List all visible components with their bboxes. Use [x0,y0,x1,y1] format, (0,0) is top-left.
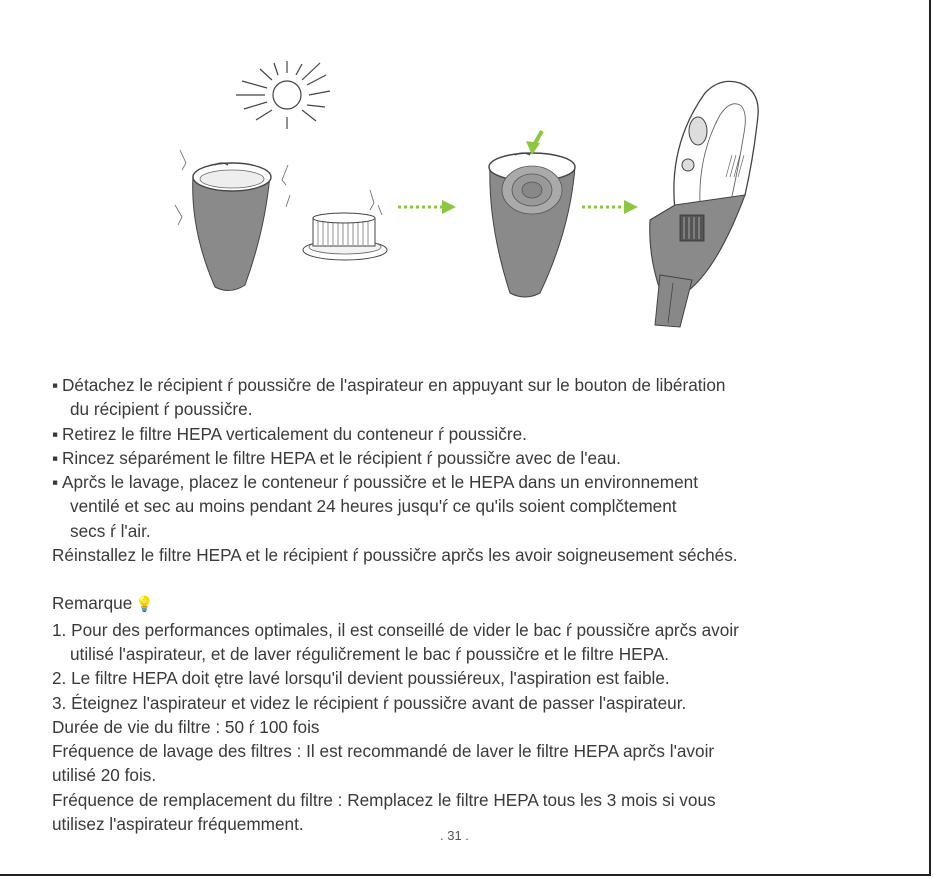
bullet-item: ▪ Aprčs le lavage, placez le conteneur ŕ poussičre et le HEPA dans un environnement [52,472,698,493]
remark-heading: Remarque 💡 [52,593,154,614]
page-number: . 31 . [440,828,469,843]
dust-cup-icon [193,163,271,291]
arrow-down-icon [526,131,542,155]
wash-frequency-continuation: utilisé 20 fois. [52,765,157,786]
bullet-item: ▪ Retirez le filtre HEPA verticalement du conteneur ŕ poussičre. [52,423,527,444]
bullet-item-continuation: ventilé et sec au moins pendant 24 heures jusqu'ŕ ce qu'ils soient complčtement [70,496,677,517]
remark-item: 1. Pour des performances optimales, il est conseillé de vider le bac ŕ poussičre aprčs avoir [52,619,739,640]
sun-icon [236,61,330,129]
reinstall-text: Réinstallez le filtre HEPA et le récipient ŕ poussičre aprčs les avoir soigneusement séchés. [52,545,738,566]
replace-frequency-continuation: utilisez l'aspirateur fréquemment. [52,814,304,835]
wash-frequency: Fréquence de lavage des filtres : Il est recommandé de laver le filtre HEPA aprčs l'avoir [52,741,715,762]
bullet-item-continuation: secs ŕ l'air. [70,520,151,541]
instructions-text [52,373,892,836]
dust-cup-with-filter-icon [489,153,575,297]
arrow-right-icon [582,200,638,214]
remark-item: 2. Le filtre HEPA doit ętre lavé lorsqu'il devient poussiéreux, l'aspiration est faible. [52,668,670,689]
bullet-item: ▪ Détachez le récipient ŕ poussičre de l'aspirateur en appuyant sur le bouton de libération [52,375,726,395]
remark-item: 3. Éteignez l'aspirateur et videz le récipient ŕ poussičre avant de passer l'aspirateur. [52,692,687,713]
bullet-item-continuation: du récipient ŕ poussičre. [70,399,253,420]
hepa-filter-icon [303,213,387,260]
cleaning-illustration [160,55,800,335]
bullet-item: ▪ Rincez séparément le filtre HEPA et le récipient ŕ poussičre avec de l'eau. [52,447,621,468]
lightbulb-icon: 💡 [135,596,154,614]
arrow-right-icon [398,200,456,214]
handheld-vacuum-icon [650,81,758,327]
remark-item-continuation: utilisé l'aspirateur, et de laver réguličrement le bac ŕ poussičre et le filtre HEPA. [70,643,670,664]
replace-frequency: Fréquence de remplacement du filtre : Remplacez le filtre HEPA tous les 3 mois si vous [52,789,716,810]
filter-lifespan: Durée de vie du filtre : 50 ŕ 100 fois [52,716,320,737]
